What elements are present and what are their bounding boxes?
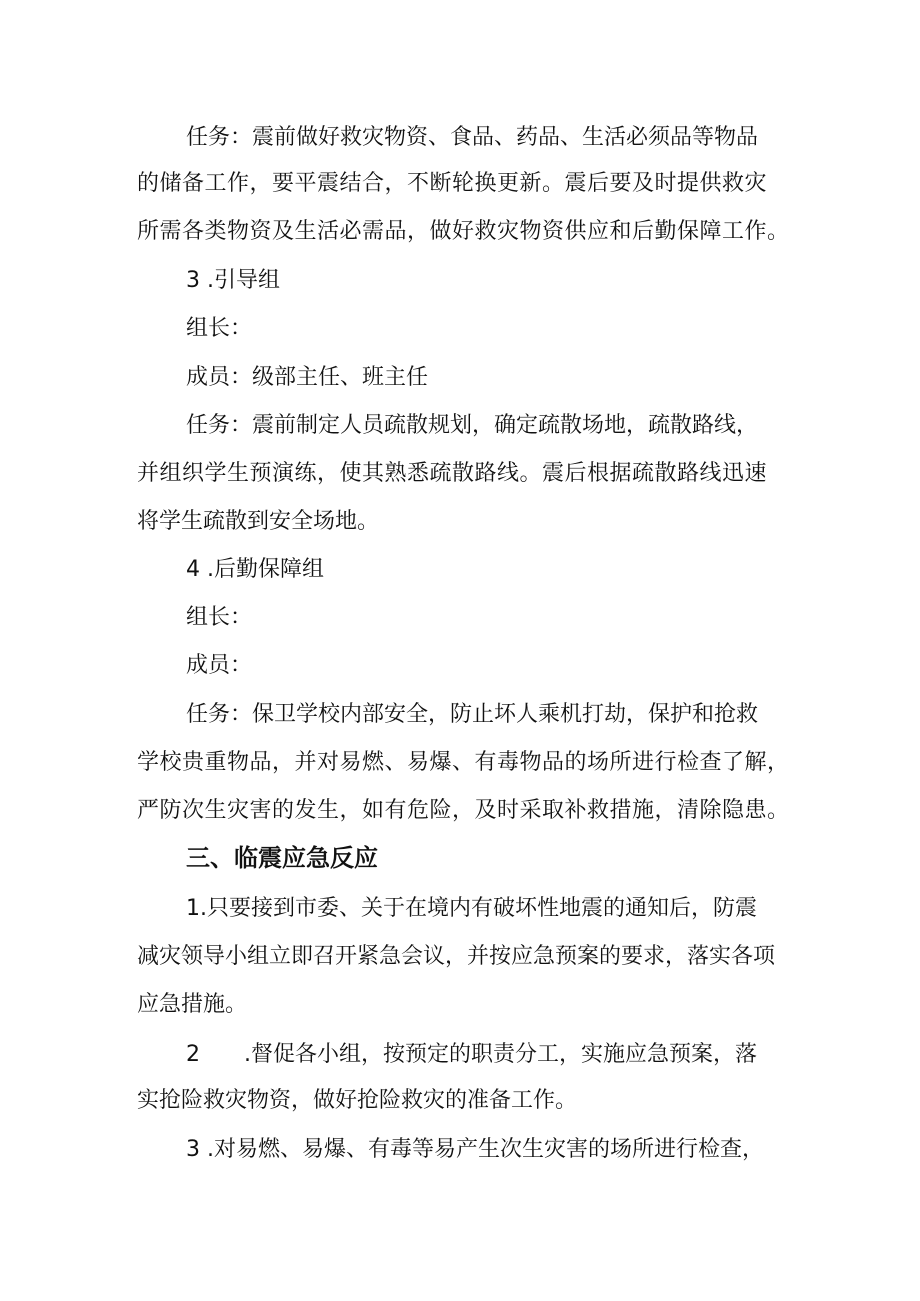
logistics-leader: 组长：	[186, 605, 253, 630]
guide-task-line-2: 并组织学生预演练，使其熟悉疏散路线。震后根据疏散路线迅速	[137, 461, 768, 486]
response-item-1-line-1: 1.只要接到市委、关于在境内有破坏性地震的通知后，防震	[186, 896, 757, 921]
task-line-1: 任务：震前做好救灾物资、食品、药品、生活必须品等物品	[186, 125, 759, 150]
task-line-2: 的储备工作，要平震结合，不断轮换更新。震后要及时提供救灾	[137, 171, 768, 196]
logistics-task-line-2: 学校贵重物品，并对易燃、易爆、有毒物品的场所进行检查了解，	[137, 750, 790, 775]
guide-task-line-3: 将学生疏散到安全场地。	[137, 509, 380, 534]
response-item-2-line-1: 2 .督促各小组，按预定的职责分工，实施应急预案，落	[186, 1042, 757, 1067]
logistics-task-line-3: 严防次生灾害的发生，如有危险，及时采取补救措施，清除隐患。	[137, 798, 790, 823]
logistics-task-line-1: 任务：保卫学校内部安全，防止坏人乘机打劫，保护和抢救	[186, 702, 759, 727]
section-logistics-group: 4 .后勤保障组	[186, 557, 324, 582]
logistics-members: 成员：	[186, 653, 253, 678]
guide-leader: 组长：	[186, 316, 253, 341]
section-guide-group: 3 .引导组	[186, 268, 280, 293]
response-item-1-line-3: 应急措施。	[137, 992, 248, 1017]
task-line-3: 所需各类物资及生活必需品，做好救灾物资供应和后勤保障工作。	[137, 219, 790, 244]
guide-members: 成员：级部主任、班主任	[186, 365, 429, 390]
section-heading-emergency-response: 三、临震应急反应	[186, 844, 378, 872]
guide-task-line-1: 任务：震前制定人员疏散规划，确定疏散场地，疏散路线，	[186, 413, 759, 438]
response-item-2-line-2: 实抢险救灾物资，做好抢险救灾的准备工作。	[137, 1088, 578, 1113]
response-item-1-line-2: 减灾领导小组立即召开紧急会议，并按应急预案的要求，落实各项	[137, 944, 776, 969]
response-item-3-line-1: 3 .对易燃、易爆、有毒等易产生次生灾害的场所进行检查，	[186, 1137, 764, 1162]
